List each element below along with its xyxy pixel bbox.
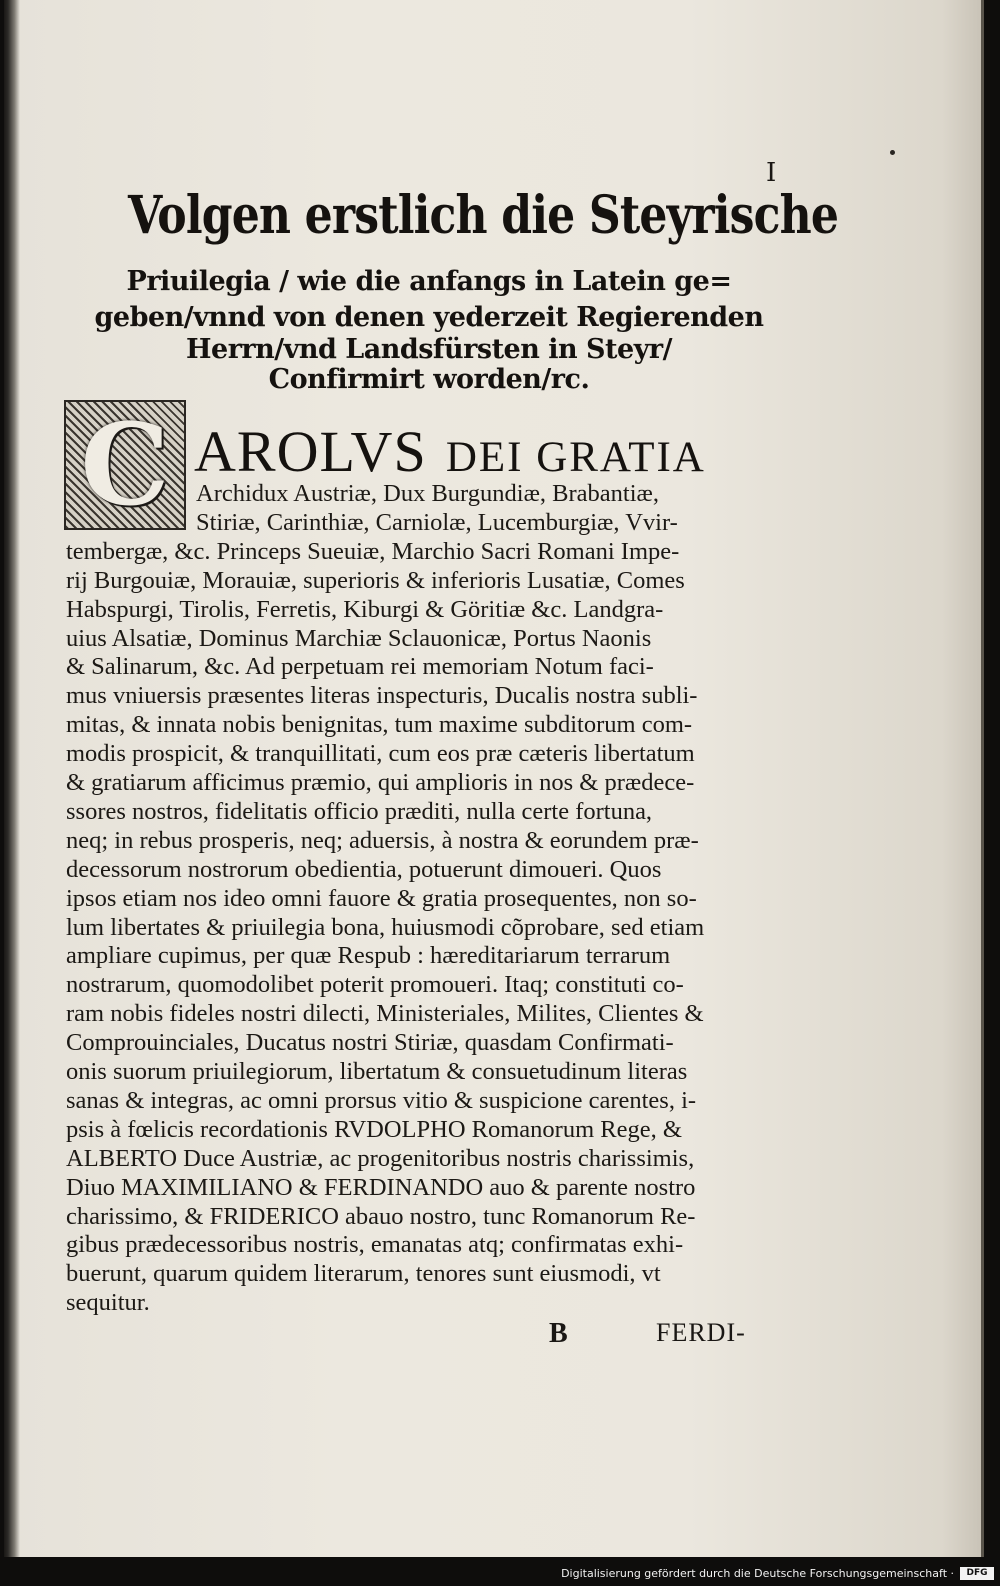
- heading-line-3: geben/vnnd von denen yederzeit Regierenden: [94, 302, 764, 333]
- body-line: Archidux Austriæ, Dux Burgundiæ, Brabantiæ,: [196, 480, 659, 507]
- title-dei-gratia: DEI GRATIA: [445, 434, 706, 481]
- body-line: rij Burgouiæ, Morauiæ, superioris & inferioris Lusatiæ, Comes: [66, 566, 685, 594]
- book-spine-shadow: [4, 0, 20, 1557]
- body-line: ram nobis fideles nostri dilecti, Ministeriales, Milites, Clientes &: [66, 1000, 704, 1028]
- catchword: FERDI-: [656, 1318, 746, 1347]
- body-line: mitas, & innata nobis benignitas, tum maxime subditorum com-: [66, 711, 693, 739]
- body-line: ampliare cupimus, per quæ Respub : hæreditariarum terrarum: [66, 942, 671, 970]
- paper-speck: [890, 150, 895, 155]
- body-line: buerunt, quarum quidem literarum, tenores sunt eiusmodi, vt: [66, 1260, 661, 1288]
- initial-letter: C: [80, 399, 170, 531]
- body-line: lum libertates & priuilegia bona, huiusmodi cõprobare, sed etiam: [66, 913, 705, 941]
- heading-line-1: Volgen erstlich die Steyrische: [127, 185, 839, 246]
- title-carolus: AROLVS: [194, 419, 427, 484]
- book-page: [4, 0, 984, 1557]
- body-line: gibus prædecessoribus nostris, emanatas atq; confirmatas exhi-: [66, 1231, 684, 1259]
- body-line: Habspurgi, Tirolis, Ferretis, Kiburgi & Göritiæ &c. Landgra-: [66, 595, 664, 623]
- body-line: sanas & integras, ac omni prorsus vitio & suspicione carentes, i-: [66, 1086, 697, 1114]
- body-line: decessorum nostrorum obedientia, potuerunt dimoueri. Quos: [66, 855, 662, 883]
- body-line: modis prospicit, & tranquillitati, cum eos præ cæteris libertatum: [66, 740, 695, 768]
- body-line: tembergæ, &c. Princeps Sueuiæ, Marchio Sacri Romani Impe-: [66, 537, 680, 565]
- decorated-initial: [64, 400, 186, 530]
- body-line: onis suorum priuilegiorum, libertatum & consuetudinum literas: [66, 1058, 688, 1085]
- body-line: Stiriæ, Carinthiæ, Carniolæ, Lucemburgiæ, Vvir-: [196, 508, 678, 536]
- body-line: psis à fœlicis recordationis RVDOLPHO Romanorum Rege, &: [66, 1115, 682, 1143]
- body-line: & Salinarum, &c. Ad perpetuam rei memoriam Notum faci-: [66, 653, 654, 681]
- body-line: ALBERTO Duce Austriæ, ac progenitoribus nostris charissimis,: [66, 1144, 695, 1172]
- footer-text: Digitalisierung gefördert durch die Deutsche Forschungsgemeinschaft ·: [561, 1567, 954, 1580]
- signature-mark: B: [549, 1318, 568, 1349]
- title-line: [194, 418, 784, 485]
- heading-line-2: Priuilegia / wie die anfangs in Latein ge=: [126, 266, 732, 297]
- body-line: charissimo, & FRIDERICO abauo nostro, tunc Romanorum Re-: [66, 1202, 696, 1230]
- body-line: uius Alsatiæ, Dominus Marchiæ Sclauonicæ, Portus Naonis: [66, 624, 652, 652]
- heading-line-5: Confirmirt worden/rc.: [268, 364, 590, 395]
- body-line: nostrarum, quomodolibet poterit promoueri. Itaq; constituti co-: [66, 971, 684, 999]
- body-line: sequitur.: [66, 1289, 150, 1317]
- body-line: neq; in rebus prosperis, neq; aduersis, à nostra & eorundem præ-: [66, 826, 699, 854]
- footer: [561, 1567, 994, 1580]
- heading-line-4: Herrn/vnd Landsfürsten in Steyr/: [186, 334, 672, 365]
- body-line: ssores nostros, fidelitatis officio præditi, nulla certe fortuna,: [66, 797, 653, 825]
- body-line: mus vniuersis præsentes literas inspecturis, Ducalis nostra subli-: [66, 682, 698, 710]
- body-line: Diuo MAXIMILIANO & FERDINANDO auo & parente nostro: [66, 1173, 696, 1201]
- body-line: Comprouinciales, Ducatus nostri Stiriæ, quasdam Confirmati-: [66, 1029, 674, 1057]
- body-line: & gratiarum afficimus præmio, qui amplioris in nos & prædece-: [66, 769, 695, 796]
- body-line: ipsos etiam nos ideo omni fauore & gratia prosequentes, non so-: [66, 884, 697, 912]
- page-number: I: [766, 158, 777, 188]
- dfg-logo: DFG: [960, 1567, 994, 1580]
